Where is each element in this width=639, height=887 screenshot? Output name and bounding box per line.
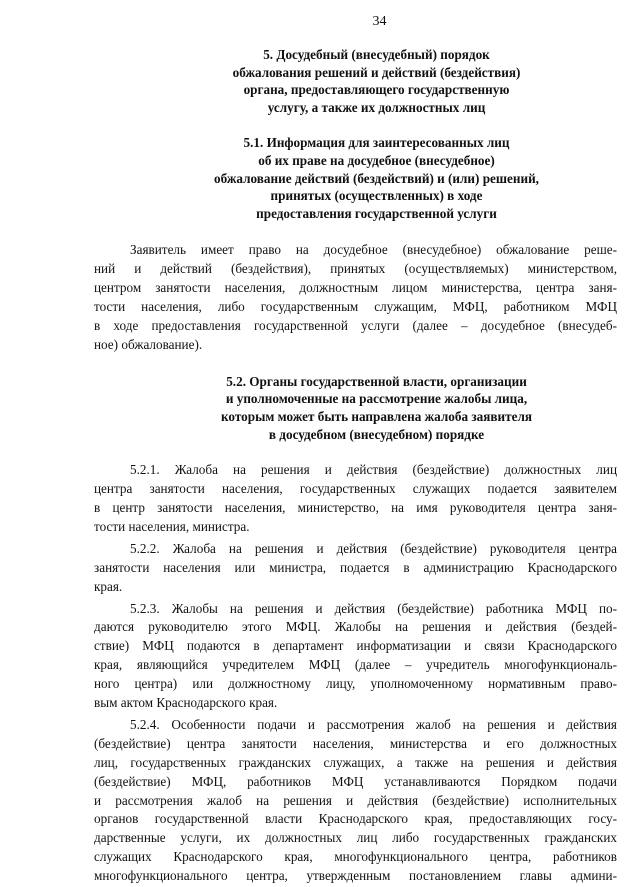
text-line: (бездействие) МФЦ, работников МФЦ устанавливаются Порядком подачи (94, 773, 617, 789)
text-line: служащих Краснодарского края, многофункционального центра, работников (94, 849, 617, 865)
text-line: ного центра) или должностному лицу, уполномоченному нормативным право- (94, 676, 617, 692)
text-line: 5.2.4. Особенности подачи и рассмотрения жалоб на решения и действия (130, 716, 617, 732)
heading-line: услугу, а также их должностных лиц (267, 99, 486, 115)
section-5-2-heading (94, 373, 617, 443)
text-line: Заявитель имеет право на досудебное (внесудебное) обжалование реше- (130, 242, 617, 258)
item-5-2-3 (94, 600, 617, 713)
text-line: ний и действий (бездействия), принятых (осуществляемых) министерством, (94, 261, 617, 277)
heading-line: органа, предоставляющего государственную (243, 82, 510, 98)
text-line: даются руководителю этого МФЦ. Жалобы на решения и действия (бездей- (94, 619, 617, 635)
text-line: тости населения, министра. (94, 518, 250, 534)
heading-line: в досудебном (внесудебном) порядке (268, 426, 485, 442)
heading-line: принятых (осуществленных) в ходе (270, 188, 483, 204)
text-line: ствие) МФЦ подаются в департамент информатизации и связи Краснодарского (94, 638, 617, 654)
item-5-2-2 (94, 540, 617, 597)
heading-line: 5. Досудебный (внесудебный) порядок (263, 47, 490, 62)
heading-line: 5.2. Органы государственной власти, организации (226, 373, 527, 389)
text-line: 5.2.1. Жалоба на решения и действия (бездействие) должностных лиц (130, 462, 617, 478)
text-line: центра занятости населения, государственных служащих подается заявителем (94, 481, 617, 497)
text-line: занятости населения или министра, подается в администрацию Краснодарского (94, 559, 617, 575)
text-line: лиц, государственных гражданских служащих, а также на решения и действия (94, 754, 617, 770)
text-line: тости населения, либо государственным служащим, МФЦ, работником МФЦ (94, 299, 617, 315)
heading-line: об их праве на досудебное (внесудебное) (258, 152, 495, 168)
heading-line: 5.1. Информация для заинтересованных лиц (243, 135, 510, 151)
heading-line: предоставления государственной услуги (256, 205, 497, 221)
text-line: дарственные услуги, их должностных лиц либо государственных гражданских (94, 830, 617, 846)
text-line: органов государственной власти Краснодарского края, предоставляющих госу- (94, 811, 617, 827)
text-line: края, являющийся учредителем МФЦ (далее – учредитель многофункциональ- (94, 657, 617, 673)
text-line: вым актом Краснодарского края. (94, 695, 278, 711)
text-line: многофункционального центра, утвержденным постановлением главы админи- (94, 868, 617, 884)
text-line: 5.2.3. Жалобы на решения и действия (бездействие) работника МФЦ по- (130, 600, 617, 616)
text-line: в центр занятости населения, министерство, на имя руководителя центра заня- (94, 499, 617, 515)
text-line: центром занятости населения, должностным лицом министерства, центра заня- (94, 280, 617, 296)
heading-line: и уполномоченные на рассмотрение жалобы лица, (225, 391, 528, 407)
text-line: края. (94, 578, 123, 594)
intro-paragraph (94, 241, 617, 354)
text-line: в ходе предоставления государственной услуги (далее – досудебное (внесудеб- (94, 317, 617, 333)
text-line: (бездействие) центра занятости населения, министерства и его должностных (94, 735, 617, 751)
heading-line: обжалования решений и действий (бездействия) (232, 64, 521, 80)
heading-line: обжалование действий (бездействий) и (или) решений, (214, 170, 539, 186)
item-5-2-1 (94, 461, 617, 537)
heading-line: которым может быть направлена жалоба заявителя (221, 408, 532, 424)
section-5-1-heading (94, 134, 617, 222)
item-5-2-4 (94, 716, 617, 886)
text-line: и рассмотрения жалоб на решения и действия (бездействие) исполнительных (94, 792, 617, 808)
page-number: 34 (372, 14, 387, 29)
text-line: 5.2.2. Жалоба на решения и действия (бездействие) руководителя центра (130, 540, 617, 556)
section-5-heading (94, 46, 617, 116)
text-line: ное) обжалование). (94, 336, 203, 352)
